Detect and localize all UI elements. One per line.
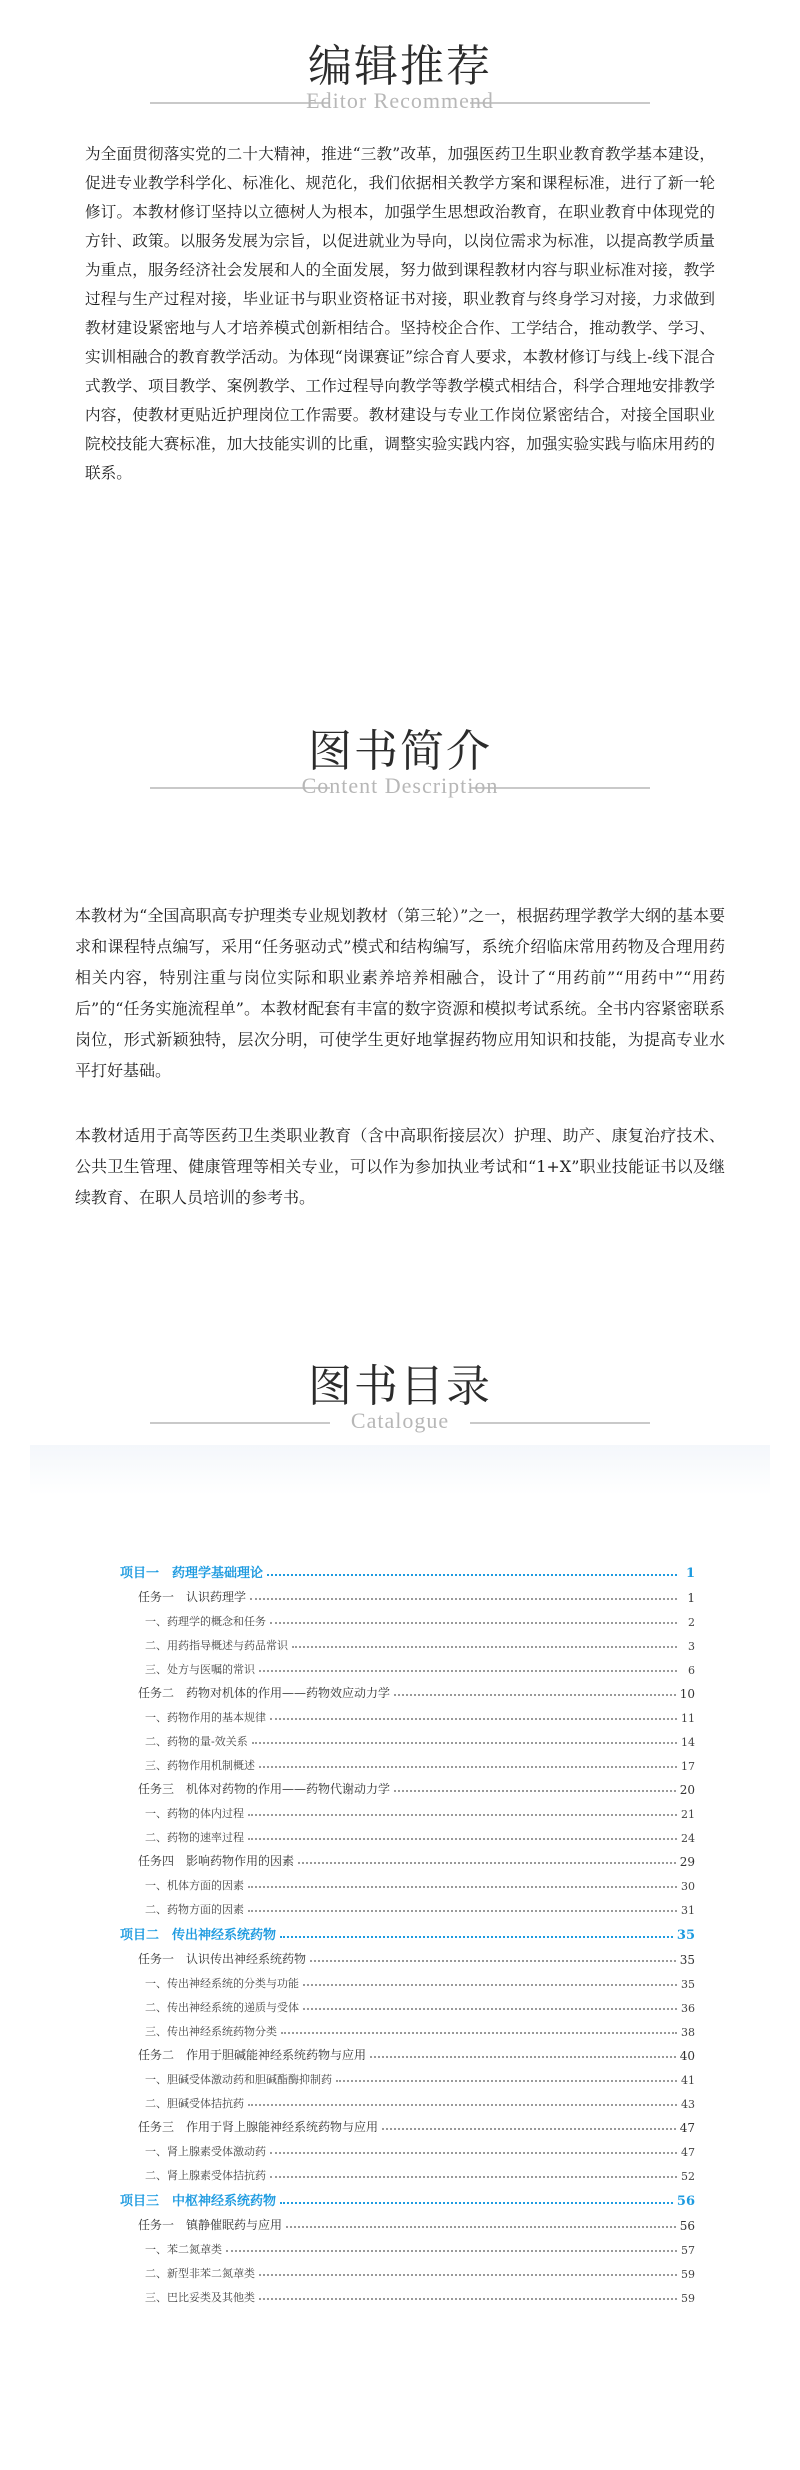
toc-leader-dots — [281, 2032, 677, 2034]
toc-entry-title: 任务四 影响药物作用的因素 — [138, 1854, 295, 1868]
toc-page-number: 11 — [681, 1712, 695, 1725]
toc-item-row — [120, 1797, 695, 1821]
toc-task-row — [120, 1581, 695, 1605]
toc-entry-title: 任务一 认识药理学 — [138, 1590, 247, 1604]
toc-item-row — [120, 1893, 695, 1917]
toc-entry-title: 任务三 机体对药物的作用——药物代谢动力学 — [138, 1782, 391, 1796]
toc-leader-dots — [382, 2128, 676, 2130]
toc-page-number: 36 — [681, 2002, 695, 2015]
toc-page-number: 35 — [676, 1928, 695, 1943]
toc-leader-dots — [370, 2056, 676, 2058]
toc-page-number: 2 — [688, 1616, 695, 1629]
toc-page-number: 38 — [681, 2026, 695, 2039]
toc-entry-title: 一、药物作用的基本规律 — [145, 1711, 266, 1724]
toc-page-number: 59 — [681, 2268, 695, 2281]
toc-entry-title: 二、传出神经系统的递质与受体 — [145, 2001, 299, 2014]
toc-entry-title: 二、用药指导概述与药品常识 — [145, 1639, 288, 1652]
toc-entry-title: 三、巴比妥类及其他类 — [145, 2291, 255, 2304]
toc-entry-title: 项目三 中枢神经系统药物 — [120, 2194, 277, 2209]
toc-task-row — [120, 1845, 695, 1869]
toc-page-number: 59 — [681, 2292, 695, 2305]
table-of-contents — [120, 1555, 695, 2305]
toc-item-row — [120, 1967, 695, 1991]
toc-item-row — [120, 2159, 695, 2183]
toc-leader-dots — [248, 1886, 677, 1888]
toc-task-row — [120, 1773, 695, 1797]
toc-leader-dots — [250, 1598, 677, 1600]
toc-page-number: 10 — [679, 1687, 695, 1701]
toc-entry-title: 任务一 镇静催眠药与应用 — [138, 2218, 283, 2232]
toc-task-row — [120, 1943, 695, 1967]
toc-leader-dots — [298, 1862, 676, 1864]
toc-task-row — [120, 1677, 695, 1701]
toc-leader-dots — [280, 2202, 673, 2204]
toc-leader-dots — [259, 1766, 677, 1768]
content-description-section — [0, 715, 800, 815]
toc-page-number: 1 — [685, 1566, 695, 1581]
toc-entry-title: 二、新型非苯二氮䓬类 — [145, 2267, 255, 2280]
toc-entry-title: 任务二 作用于胆碱能神经系统药物与应用 — [138, 2048, 367, 2062]
section-heading — [0, 1350, 800, 1450]
toc-page-number: 3 — [688, 1640, 695, 1653]
toc-item-row — [120, 2063, 695, 2087]
toc-entry-title: 任务二 药物对机体的作用——药物效应动力学 — [138, 1686, 391, 1700]
toc-leader-dots — [259, 2274, 677, 2276]
toc-leader-dots — [226, 2250, 677, 2252]
toc-entry-title: 二、药物的速率过程 — [145, 1831, 244, 1844]
toc-entry-title: 项目二 传出神经系统药物 — [120, 1928, 277, 1943]
editor-recommend-section — [0, 30, 800, 130]
toc-leader-dots — [292, 1646, 677, 1648]
toc-item-row — [120, 1821, 695, 1845]
toc-entry-title: 二、胆碱受体拮抗药 — [145, 2097, 244, 2110]
toc-entry-title: 三、处方与医嘱的常识 — [145, 1663, 255, 1676]
toc-leader-dots — [270, 2176, 677, 2178]
toc-leader-dots — [270, 1622, 677, 1624]
toc-entry-title: 一、肾上腺素受体激动药 — [145, 2145, 266, 2158]
toc-item-row — [120, 1869, 695, 1893]
toc-leader-dots — [248, 2104, 677, 2106]
toc-page-number: 24 — [681, 1832, 695, 1845]
toc-page-number: 35 — [679, 1953, 695, 1967]
toc-leader-dots — [303, 2008, 677, 2010]
toc-entry-title: 项目一 药理学基础理论 — [120, 1566, 264, 1581]
toc-leader-dots — [248, 1910, 677, 1912]
toc-page-number: 29 — [679, 1855, 695, 1869]
toc-project-row — [120, 1917, 695, 1943]
toc-entry-title: 一、药物的体内过程 — [145, 1807, 244, 1820]
toc-leader-dots — [303, 1984, 677, 1986]
toc-page-number: 47 — [679, 2121, 695, 2135]
toc-entry-title: 二、药物方面的因素 — [145, 1903, 244, 1916]
toc-page-number: 21 — [681, 1808, 695, 1821]
toc-page-number: 17 — [681, 1760, 695, 1773]
toc-item-row — [120, 2257, 695, 2281]
toc-project-row — [120, 2183, 695, 2209]
toc-item-row — [120, 1991, 695, 2015]
toc-entry-title: 三、药物作用机制概述 — [145, 1759, 255, 1772]
section-heading — [0, 715, 800, 815]
editor-recommend-text: 为全面贯彻落实党的二十大精神，推进“三教”改革，加强医药卫生职业教育教学基本建设，促进专业教学科学化、标准化、规范化，我们依据相关教学方案和课程标准，进行了新一轮修订。本教材修订坚持以立德树人为根本，加强学生思想政治教育，在职业教育中体现党的方针、政策。以服务发展为宗旨，以促进就业为导向，以岗位需求为标准，以提高教学质量为重点，服务经济社会发展和人的全面发展，努力做到课程教材内容与职业标准对接，教学过程与生产过程对接，毕业证书与职业资格证书对接，职业教育与终身学习对接，力求做到教材建设紧密地与人才培养模式创新相结合。坚持校企合作、工学结合，推动教学、学习、实训相融合的教育教学活动。为体现“岗课赛证”综合育人要求，本教材修订与线上-线下混合式教学、项目教学、案例教学、工作过程导向教学等教学模式相结合，科学合理地安排教学内容，使教材更贴近护理岗位工作需要。教材建设与专业工作岗位紧密结合，对接全国职业院校技能大赛标准，加大技能实训的比重，调整实验实践内容，加强实验实践与临床用药的联系。 — [85, 145, 715, 482]
toc-leader-dots — [248, 1838, 677, 1840]
toc-leader-dots — [267, 1574, 677, 1576]
toc-leader-dots — [336, 2080, 677, 2082]
toc-page-number: 40 — [679, 2049, 695, 2063]
toc-item-row — [120, 1629, 695, 1653]
toc-leader-dots — [270, 2152, 677, 2154]
toc-page-number: 14 — [681, 1736, 695, 1749]
section-title-zh: 编辑推荐 — [308, 41, 492, 92]
toc-entry-title: 一、传出神经系统的分类与功能 — [145, 1977, 299, 1990]
toc-task-row — [120, 2111, 695, 2135]
toc-item-row — [120, 2233, 695, 2257]
catalogue-section — [0, 1350, 800, 1450]
toc-entry-title: 一、机体方面的因素 — [145, 1879, 244, 1892]
section-heading — [0, 30, 800, 130]
toc-page-number: 41 — [681, 2074, 695, 2087]
toc-entry-title: 三、传出神经系统药物分类 — [145, 2025, 277, 2038]
toc-leader-dots — [259, 2298, 677, 2300]
toc-entry-title: 任务三 作用于肾上腺能神经系统药物与应用 — [138, 2120, 379, 2134]
toc-task-row — [120, 2209, 695, 2233]
toc-project-row — [120, 1555, 695, 1581]
toc-leader-dots — [394, 1790, 676, 1792]
toc-item-row — [120, 2015, 695, 2039]
toc-page-number: 56 — [679, 2219, 695, 2233]
toc-entry-title: 一、胆碱受体激动药和胆碱酯酶抑制药 — [145, 2073, 332, 2086]
toc-item-row — [120, 2281, 695, 2305]
section-title-zh: 图书目录 — [308, 1361, 492, 1412]
toc-page-number: 20 — [679, 1783, 695, 1797]
toc-page-number: 57 — [681, 2244, 695, 2257]
toc-page-number: 47 — [681, 2146, 695, 2159]
toc-page-number: 30 — [681, 1880, 695, 1893]
toc-leader-dots — [270, 1718, 677, 1720]
toc-item-row — [120, 1725, 695, 1749]
toc-leader-dots — [259, 1670, 677, 1672]
toc-page-number: 43 — [681, 2098, 695, 2111]
toc-page-number: 52 — [681, 2170, 695, 2183]
toc-leader-dots — [252, 1742, 677, 1744]
toc-leader-dots — [310, 1960, 676, 1962]
content-description-text-2: 本教材适用于高等医药卫生类职业教育（含中高职衔接层次）护理、助产、康复治疗技术、公共卫生管理、健康管理等相关专业，可以作为参加执业考试和“1+X”职业技能证书以及继续教育、在职人员培训的参考书。 — [75, 1126, 725, 1207]
toc-task-row — [120, 2039, 695, 2063]
toc-item-row — [120, 2135, 695, 2159]
toc-page-number: 35 — [681, 1978, 695, 1991]
toc-page-number: 31 — [681, 1904, 695, 1917]
toc-leader-dots — [280, 1936, 673, 1938]
toc-leader-dots — [394, 1694, 676, 1696]
toc-entry-title: 二、药物的量-效关系 — [145, 1735, 248, 1748]
toc-leader-dots — [286, 2226, 676, 2228]
toc-item-row — [120, 1653, 695, 1677]
section-title-en: Editor Recommend — [306, 88, 494, 113]
section-title-en: Catalogue — [350, 1408, 450, 1433]
toc-entry-title: 任务一 认识传出神经系统药物 — [138, 1952, 307, 1966]
toc-page-number: 1 — [687, 1591, 695, 1605]
toc-item-row — [120, 1701, 695, 1725]
section-title-zh: 图书简介 — [308, 726, 492, 777]
toc-entry-title: 二、肾上腺素受体拮抗药 — [145, 2169, 266, 2182]
toc-item-row — [120, 1749, 695, 1773]
toc-item-row — [120, 2087, 695, 2111]
toc-entry-title: 一、苯二氮䓬类 — [145, 2243, 222, 2256]
toc-item-row — [120, 1605, 695, 1629]
toc-leader-dots — [248, 1814, 677, 1816]
toc-page-number: 6 — [688, 1664, 695, 1677]
toc-page-number: 56 — [676, 2194, 695, 2209]
section-title-en: Content Description — [301, 773, 499, 798]
content-description-text-1: 本教材为“全国高职高专护理类专业规划教材（第三轮）”之一，根据药理学教学大纲的基本要求和课程特点编写，采用“任务驱动式”模式和结构编写，系统介绍临床常用药物及合理用药相关内容，特别注重与岗位实际和职业素养培养相融合，设计了“用药前”“用药中”“用药后”的“任务实施流程单”。本教材配套有丰富的数字资源和模拟考试系统。全书内容紧密联系岗位，形式新颖独特，层次分明，可使学生更好地掌握药物应用知识和技能，为提高专业水平打好基础。 — [75, 906, 725, 1080]
toc-entry-title: 一、药理学的概念和任务 — [145, 1615, 266, 1628]
